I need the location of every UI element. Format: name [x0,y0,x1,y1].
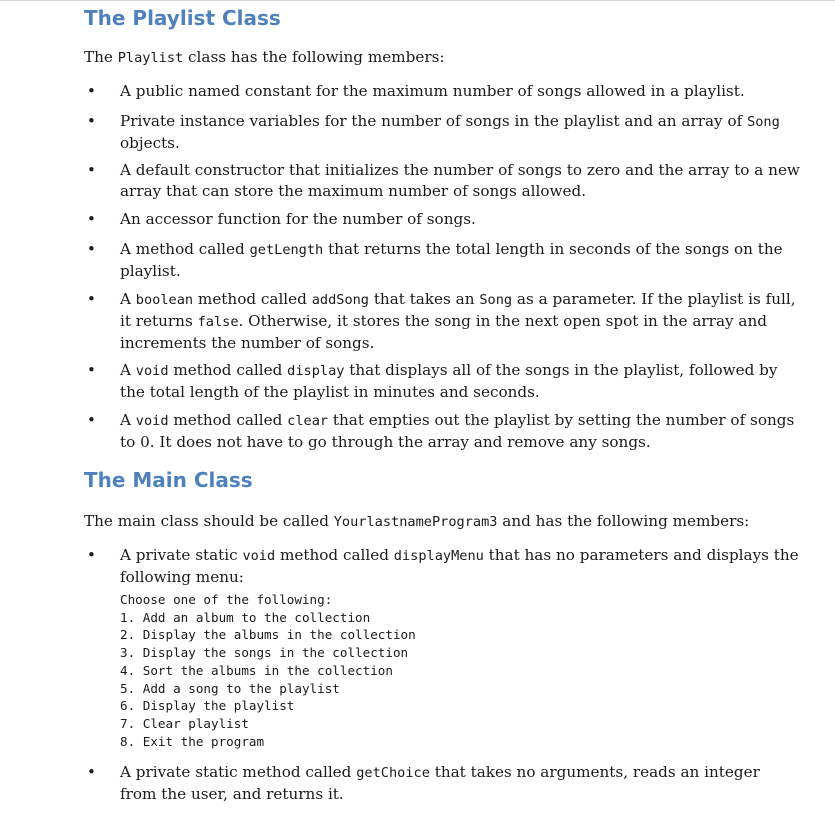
bullet-icon: • [87,161,96,179]
inline-code: Playlist [117,50,184,66]
bullet-icon: • [87,546,96,564]
bullet-icon: • [87,361,96,379]
intro-text: class has the following members: [183,48,445,66]
list-item-text: A public named constant for the maximum number of songs allowed in a playlist. [120,82,745,100]
list-item-text: A boolean method called addSong that takes an Song as a parameter. If the playlist is full, it returns false. Otherwise, it stores the song in the next open spot in the array and increments the number of songs. [120,290,796,352]
list-item [84,239,804,282]
bullet-icon: • [87,411,96,429]
list-item-text: A void method called clear that empties out the playlist by setting the number of songs to 0. It does not have to go through the array and remove any songs. [120,411,795,451]
list-item-text: Private instance variables for the number of songs in the playlist and an array of Song objects. [120,112,780,152]
list-item [84,111,804,154]
top-divider [0,0,835,1]
bullet-icon: • [87,240,96,258]
list-item [84,410,804,453]
main-intro [84,511,749,533]
list-item-text: A private static method called getChoice that takes no arguments, reads an integer from the user, and returns it. [120,763,760,803]
section-heading-main: The Main Class [84,468,253,492]
intro-text: The [84,48,118,66]
list-item-text: A method called getLength that returns the total length in seconds of the songs on the playlist. [120,240,783,280]
bullet-icon: • [87,82,96,100]
list-item-text: A private static void method called displayMenu that has no parameters and displays the following menu: [120,546,799,586]
list-item [84,160,804,202]
bullet-icon: • [87,290,96,308]
bullet-icon: • [87,763,96,781]
bullet-icon: • [87,112,96,130]
list-item-text: A default constructor that initializes the number of songs to zero and the array to a new array that can store the maximum number of songs allowed. [120,161,800,200]
list-item [84,81,804,102]
menu-code-block: Choose one of the following: 1. Add an album to the collection 2. Display the albums in the collection 3. Display the songs in the collection 4. Sort the albums in the collection 5. Add a song to the playlist 6. Display the playlist 7. Clear playlist 8. Exit the program [120,592,416,749]
intro-text: and has the following members: [497,512,750,530]
list-item [84,289,804,354]
section-heading-playlist: The Playlist Class [84,6,281,30]
list-item [84,209,804,230]
intro-text: The main class should be called [84,512,334,530]
list-item [84,360,804,403]
list-item [84,762,804,805]
list-item-text: A void method called display that displays all of the songs in the playlist, followed by the total length of the playlist in minutes and seconds. [120,361,778,401]
playlist-intro [84,47,445,69]
list-item [84,545,804,750]
bullet-icon: • [87,210,96,228]
list-item-text: An accessor function for the number of songs. [120,210,476,228]
inline-code: YourlastnameProgram3 [333,514,498,530]
